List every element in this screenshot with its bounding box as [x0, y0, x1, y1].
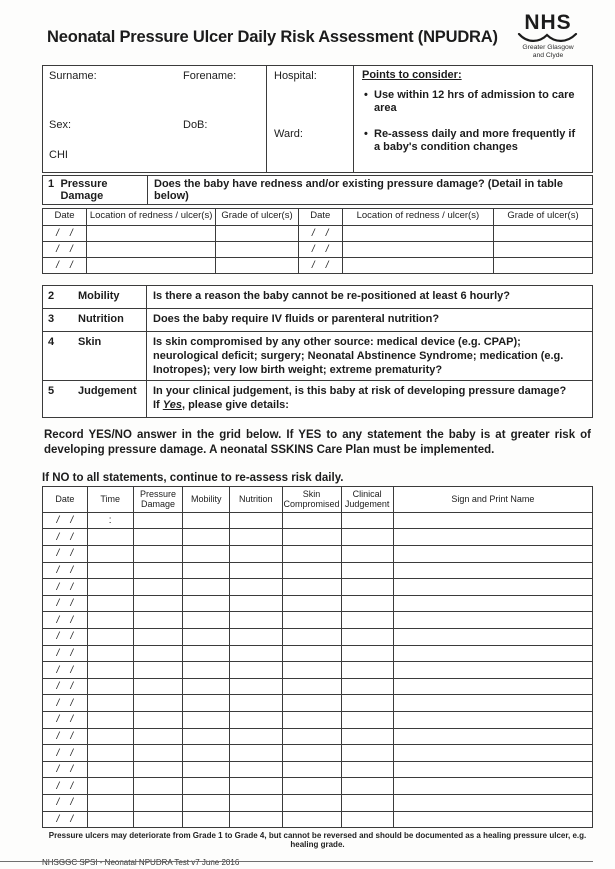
skin-compromised-cell [282, 712, 341, 729]
date-cell: / / [43, 241, 87, 257]
document-version: NHSGGC SPSI - Neonatal NPUDRA Test v7 June 2016 [42, 858, 240, 868]
blank-entry-row [43, 645, 593, 662]
clinical-judgement-cell [341, 778, 393, 795]
forename-label: Forename: [183, 69, 237, 82]
risk-item-row [43, 285, 593, 308]
blank-entry-row [43, 794, 593, 811]
blank-entry-row [43, 241, 593, 257]
nutrition-cell [229, 612, 282, 629]
sign-print-name-cell [393, 645, 592, 662]
nutrition-cell [229, 745, 282, 762]
damage-table-body [43, 225, 593, 273]
sign-print-name-cell [393, 811, 592, 828]
blank-entry-row [43, 512, 593, 529]
mobility-cell [183, 645, 230, 662]
hospital-label: Hospital: [274, 69, 317, 82]
pressure-damage-cell [133, 546, 183, 563]
grid-header-time: Time [87, 486, 133, 512]
nutrition-cell [229, 595, 282, 612]
if-no-instruction-text: If NO to all statements, continue to re-assess risk daily. [42, 471, 344, 484]
date-cell: / / [43, 662, 88, 679]
nhs-logo [509, 12, 587, 60]
nutrition-cell [229, 562, 282, 579]
date-cell: / / [43, 645, 88, 662]
pressure-damage-cell [133, 579, 183, 596]
col-header-date: Date [298, 208, 342, 225]
clinical-judgement-cell [341, 712, 393, 729]
time-cell [87, 712, 133, 729]
location-cell [87, 257, 216, 273]
pressure-damage-cell [133, 712, 183, 729]
date-cell: / / [43, 257, 87, 273]
record-instruction-text: Record YES/NO answer in the grid below. If YES to any statement the baby is at greater risk of developing pressure damage. A neonatal SSKINS Care Plan must be implemented. [44, 428, 591, 457]
points-to-consider-cell [353, 66, 592, 172]
date-cell: / / [43, 811, 88, 828]
pressure-damage-header-row [43, 208, 593, 225]
mobility-cell [183, 728, 230, 745]
form-content [42, 0, 593, 867]
date-cell: / / [43, 761, 88, 778]
skin-compromised-cell [282, 595, 341, 612]
grade-cell [494, 225, 593, 241]
risk-item-2-question: Is there a reason the baby cannot be re-positioned at least 6 hourly? [147, 285, 593, 308]
risk-item-1-label-cell [43, 176, 147, 204]
grid-header-skin-compromised: Skin Compromised [282, 486, 341, 512]
skin-compromised-cell [282, 512, 341, 529]
risk-item-label: Pressure Damage [60, 177, 108, 202]
blank-entry-row [43, 745, 593, 762]
risk-item-label: Mobility [78, 289, 120, 302]
pressure-damage-cell [133, 728, 183, 745]
date-cell: / / [43, 612, 88, 629]
patient-identity-cell [43, 66, 266, 172]
pressure-damage-cell [133, 595, 183, 612]
time-cell [87, 811, 133, 828]
nutrition-cell [229, 794, 282, 811]
grade-cell [494, 241, 593, 257]
sign-print-name-cell [393, 512, 592, 529]
skin-compromised-cell [282, 678, 341, 695]
clinical-judgement-cell [341, 546, 393, 563]
pressure-damage-cell [133, 645, 183, 662]
sign-print-name-cell [393, 778, 592, 795]
details-suffix: , please give details: [181, 398, 289, 411]
scan-edge-line [0, 861, 593, 862]
sign-print-name-cell [393, 794, 592, 811]
time-cell [87, 761, 133, 778]
date-cell: / / [43, 529, 88, 546]
col-header-location: Location of redness / ulcer(s) [342, 208, 493, 225]
skin-compromised-cell [282, 778, 341, 795]
clinical-judgement-cell [341, 612, 393, 629]
skin-compromised-cell [282, 811, 341, 828]
sign-print-name-cell [393, 562, 592, 579]
time-cell [87, 595, 133, 612]
col-header-location: Location of redness / ulcer(s) [87, 208, 216, 225]
pressure-damage-cell [133, 612, 183, 629]
risk-item-label: Judgement [78, 384, 137, 397]
col-header-grade: Grade of ulcer(s) [216, 208, 299, 225]
risk-item-row [43, 308, 593, 331]
pressure-damage-cell [133, 811, 183, 828]
blank-entry-row [43, 728, 593, 745]
blank-entry-row [43, 225, 593, 241]
clinical-judgement-cell [341, 645, 393, 662]
time-cell [87, 562, 133, 579]
grid-header-date: Date [43, 486, 88, 512]
mobility-cell [183, 811, 230, 828]
assessment-grid-header-row [43, 486, 593, 512]
blank-entry-row [43, 529, 593, 546]
mobility-cell [183, 778, 230, 795]
skin-compromised-cell [282, 662, 341, 679]
nhs-logo-text: NHS [524, 11, 572, 34]
sign-print-name-cell [393, 612, 592, 629]
skin-compromised-cell [282, 529, 341, 546]
sign-print-name-cell [393, 728, 592, 745]
risk-item-2-label-cell [43, 285, 147, 308]
skin-compromised-cell [282, 728, 341, 745]
patient-details-box [42, 65, 593, 173]
time-cell [87, 678, 133, 695]
mobility-cell [183, 595, 230, 612]
sign-print-name-cell [393, 695, 592, 712]
grade-cell [494, 257, 593, 273]
sign-print-name-cell [393, 761, 592, 778]
blank-entry-row [43, 546, 593, 563]
date-cell: / / [43, 595, 88, 612]
sex-label: Sex: [49, 118, 72, 131]
risk-item-number: 1 [48, 177, 55, 190]
clinical-judgement-cell [341, 595, 393, 612]
pressure-damage-cell [133, 695, 183, 712]
risk-item-1-bar [42, 175, 593, 205]
risk-item-row [43, 380, 593, 417]
pressure-damage-cell [133, 512, 183, 529]
yes-word: Yes [162, 398, 182, 411]
skin-compromised-cell [282, 562, 341, 579]
mobility-cell [183, 629, 230, 646]
skin-compromised-cell [282, 761, 341, 778]
nutrition-cell [229, 778, 282, 795]
time-cell [87, 612, 133, 629]
clinical-judgement-cell [341, 695, 393, 712]
mobility-cell [183, 579, 230, 596]
time-cell [87, 695, 133, 712]
skin-compromised-cell [282, 579, 341, 596]
risk-item-5-question-line2 [153, 398, 586, 412]
date-cell: / / [43, 778, 88, 795]
time-cell [87, 745, 133, 762]
points-bullet: • Use within 12 hrs of admission to care area [362, 89, 584, 115]
location-cell [87, 225, 216, 241]
clinical-judgement-cell [341, 629, 393, 646]
time-cell [87, 645, 133, 662]
time-cell [87, 579, 133, 596]
date-cell: / / [43, 562, 88, 579]
risk-item-1-question: Does the baby have redness and/or existing pressure damage? (Detail in table below) [147, 176, 592, 204]
location-cell [87, 241, 216, 257]
mobility-cell [183, 612, 230, 629]
hospital-ward-cell [266, 66, 353, 172]
assessment-grid [42, 486, 593, 828]
risk-item-4-question: Is skin compromised by any other source: medical device (e.g. CPAP); neurological deficit; surgery; Neonatal Abstinence Syndrome; medication (e.g. Inotropes); very low birth weight; extreme prematurity? [147, 331, 593, 380]
risk-item-label: Skin [78, 335, 102, 348]
clinical-judgement-cell [341, 678, 393, 695]
pressure-damage-table-head [43, 208, 593, 225]
sign-print-name-cell [393, 595, 592, 612]
clinical-judgement-cell [341, 579, 393, 596]
risk-item-row [43, 331, 593, 380]
pressure-damage-cell [133, 794, 183, 811]
mobility-cell [183, 678, 230, 695]
skin-compromised-cell [282, 745, 341, 762]
skin-compromised-cell [282, 794, 341, 811]
date-cell: / / [43, 728, 88, 745]
mobility-cell [183, 695, 230, 712]
time-cell: : [87, 512, 133, 529]
risk-item-label: Nutrition [78, 312, 124, 325]
blank-entry-row [43, 712, 593, 729]
clinical-judgement-cell [341, 811, 393, 828]
clinical-judgement-cell [341, 662, 393, 679]
time-cell [87, 794, 133, 811]
grid-header-pressure-damage: Pressure Damage [133, 486, 183, 512]
mobility-cell [183, 546, 230, 563]
sign-print-name-cell [393, 712, 592, 729]
blank-entry-row [43, 579, 593, 596]
clinical-judgement-cell [341, 728, 393, 745]
risk-item-number: 5 [48, 384, 55, 397]
grade-footnote: Pressure ulcers may deteriorate from Grade 1 to Grade 4, but cannot be reversed and should be documented as a healing pressure ulcer, e.g. healing grade. [48, 831, 587, 850]
risk-item-3-label-cell [43, 308, 147, 331]
nutrition-cell [229, 645, 282, 662]
mobility-cell [183, 662, 230, 679]
nhs-org-line1: Greater Glasgow [522, 44, 574, 51]
blank-entry-row [43, 612, 593, 629]
blank-entry-row [43, 695, 593, 712]
pressure-damage-cell [133, 745, 183, 762]
blank-entry-row [43, 562, 593, 579]
risk-item-3-question: Does the baby require IV fluids or parenteral nutrition? [147, 308, 593, 331]
nutrition-cell [229, 579, 282, 596]
sign-print-name-cell [393, 546, 592, 563]
nutrition-cell [229, 695, 282, 712]
risk-item-5-label-cell [43, 380, 147, 417]
grid-header-sign-print-name: Sign and Print Name [393, 486, 592, 512]
nutrition-cell [229, 811, 282, 828]
pressure-damage-cell [133, 662, 183, 679]
date-cell: / / [43, 695, 88, 712]
nhs-swoosh-icon [517, 33, 579, 44]
grid-header-nutrition: Nutrition [229, 486, 282, 512]
risk-items-table [42, 285, 593, 418]
date-cell: / / [43, 629, 88, 646]
risk-item-4-label-cell [43, 331, 147, 380]
blank-entry-row [43, 678, 593, 695]
points-bullet: • Re-assess daily and more frequently if a baby's condition changes [362, 128, 584, 154]
ward-label: Ward: [274, 127, 303, 140]
blank-entry-row [43, 595, 593, 612]
blank-entry-row [43, 629, 593, 646]
skin-compromised-cell [282, 645, 341, 662]
skin-compromised-cell [282, 629, 341, 646]
date-cell: / / [43, 745, 88, 762]
time-cell [87, 546, 133, 563]
blank-entry-row [43, 662, 593, 679]
nutrition-cell [229, 662, 282, 679]
time-cell [87, 629, 133, 646]
pressure-damage-table [42, 208, 593, 274]
if-prefix: If [153, 398, 163, 411]
blank-entry-row [43, 778, 593, 795]
assessment-grid-head [43, 486, 593, 512]
mobility-cell [183, 761, 230, 778]
col-header-date: Date [43, 208, 87, 225]
clinical-judgement-cell [341, 745, 393, 762]
risk-item-5-question-line1: In your clinical judgement, is this baby at risk of developing pressure damage? [153, 384, 567, 397]
date-cell: / / [298, 225, 342, 241]
clinical-judgement-cell [341, 794, 393, 811]
date-cell: / / [43, 579, 88, 596]
nutrition-cell [229, 629, 282, 646]
mobility-cell [183, 562, 230, 579]
blank-entry-row [43, 257, 593, 273]
nutrition-cell [229, 678, 282, 695]
grade-cell [216, 257, 299, 273]
points-bullets [362, 89, 584, 155]
dob-label: DoB: [183, 118, 208, 131]
points-title: Points to consider: [362, 68, 462, 81]
nutrition-cell [229, 712, 282, 729]
nutrition-cell [229, 529, 282, 546]
time-cell [87, 778, 133, 795]
date-cell: / / [298, 241, 342, 257]
date-cell: / / [43, 546, 88, 563]
chi-label: CHI [49, 148, 68, 161]
sign-print-name-cell [393, 678, 592, 695]
time-cell [87, 728, 133, 745]
mobility-cell [183, 745, 230, 762]
skin-compromised-cell [282, 612, 341, 629]
time-cell [87, 529, 133, 546]
pressure-damage-cell [133, 562, 183, 579]
date-cell: / / [43, 512, 88, 529]
grade-cell [216, 241, 299, 257]
assessment-grid-body [43, 512, 593, 827]
nutrition-cell [229, 546, 282, 563]
risk-item-number: 4 [48, 335, 55, 348]
date-cell: / / [298, 257, 342, 273]
clinical-judgement-cell [341, 512, 393, 529]
sign-print-name-cell [393, 579, 592, 596]
risk-item-number: 3 [48, 312, 55, 325]
page-title: Neonatal Pressure Ulcer Daily Risk Assessment (NPUDRA) [47, 28, 498, 46]
risk-item-number: 2 [48, 289, 55, 302]
sign-print-name-cell [393, 745, 592, 762]
surname-label: Surname: [49, 69, 97, 82]
mobility-cell [183, 529, 230, 546]
sign-print-name-cell [393, 629, 592, 646]
nutrition-cell [229, 761, 282, 778]
nutrition-cell [229, 728, 282, 745]
form-header [42, 12, 593, 60]
date-cell: / / [43, 794, 88, 811]
pressure-damage-cell [133, 678, 183, 695]
pressure-damage-cell [133, 529, 183, 546]
grid-header-clinical-judgement: Clinical Judgement [341, 486, 393, 512]
clinical-judgement-cell [341, 562, 393, 579]
skin-compromised-cell [282, 546, 341, 563]
risk-item-5-question [147, 380, 593, 417]
clinical-judgement-cell [341, 529, 393, 546]
date-cell: / / [43, 678, 88, 695]
location-cell [342, 241, 493, 257]
blank-entry-row [43, 811, 593, 828]
date-cell: / / [43, 225, 87, 241]
grid-header-mobility: Mobility [183, 486, 230, 512]
mobility-cell [183, 712, 230, 729]
clinical-judgement-cell [341, 761, 393, 778]
time-cell [87, 662, 133, 679]
location-cell [342, 257, 493, 273]
grade-cell [216, 225, 299, 241]
col-header-grade: Grade of ulcer(s) [494, 208, 593, 225]
nhs-org-line2: and Clyde [532, 51, 564, 59]
blank-entry-row [43, 761, 593, 778]
sign-print-name-cell [393, 529, 592, 546]
pressure-damage-cell [133, 629, 183, 646]
mobility-cell [183, 512, 230, 529]
date-cell: / / [43, 712, 88, 729]
pressure-damage-cell [133, 778, 183, 795]
skin-compromised-cell [282, 695, 341, 712]
pressure-damage-cell [133, 761, 183, 778]
sign-print-name-cell [393, 662, 592, 679]
mobility-cell [183, 794, 230, 811]
nutrition-cell [229, 512, 282, 529]
location-cell [342, 225, 493, 241]
